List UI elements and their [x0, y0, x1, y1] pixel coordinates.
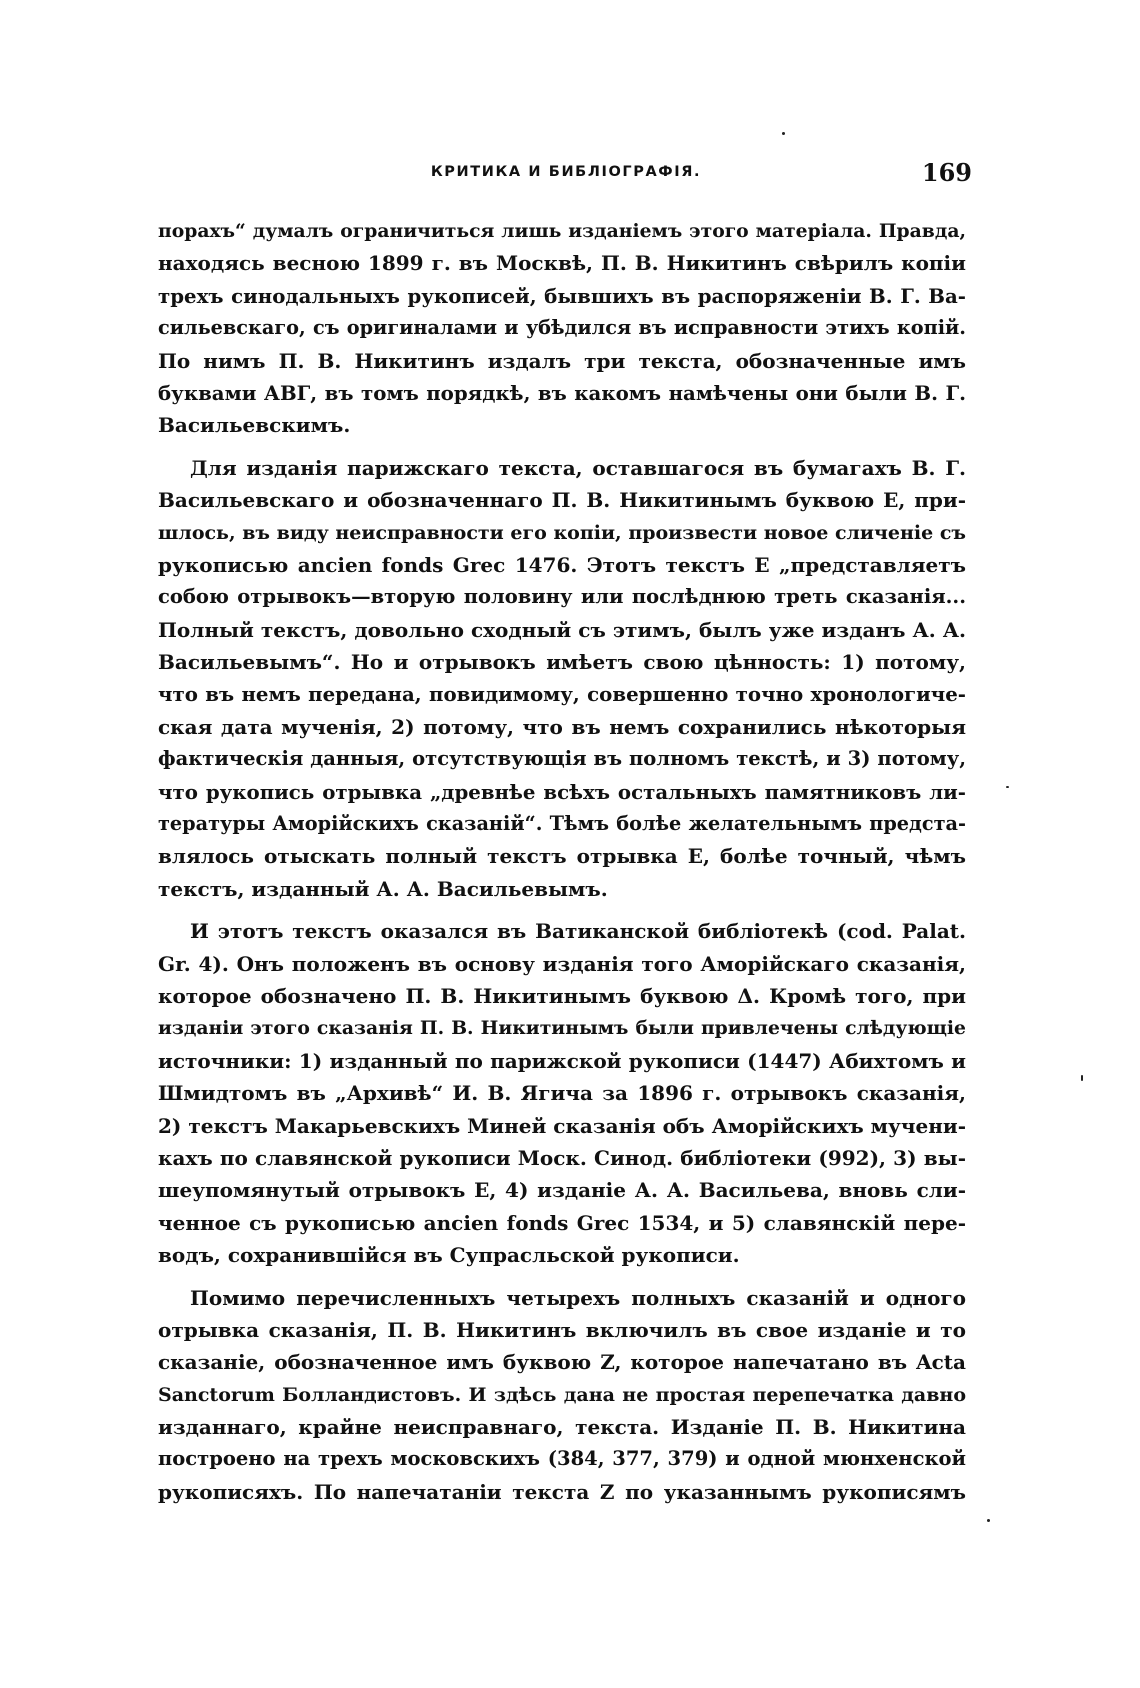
text-line: По нимъ П. В. Никитинъ издалъ три текста, обозначенные имъ — [158, 348, 966, 373]
text-line: находясь весною 1899 г. въ Москвѣ, П. В. Никитинъ свѣрилъ копіи — [158, 251, 966, 276]
text-line: которое обозначено П. В. Никитинымъ буквою Δ. Кромѣ того, при — [158, 983, 966, 1008]
text-line: сказаніе, обозначенное имъ буквою Z, которое напечатано въ Acta — [158, 1350, 966, 1375]
text-line: влялось отыскать полный текстъ отрывка Е, болѣе точный, чѣмъ — [158, 844, 966, 869]
text-line: ченное съ рукописью ancien fonds Grec 1534, и 5) славянскій пере- — [158, 1210, 966, 1235]
text-line: Помимо перечисленныхъ четырехъ полныхъ сказаній и одного — [190, 1285, 966, 1310]
page-header — [160, 158, 972, 198]
scan-speck-bottom — [987, 1519, 990, 1522]
paragraph — [158, 1282, 966, 1509]
text-line: Полный текстъ, довольно сходный съ этимъ, былъ уже изданъ А. А. — [158, 617, 966, 642]
text-line: изданіи этого сказанія П. В. Никитинымъ были привлечены слѣдующіе — [158, 1017, 966, 1040]
page-number: 169 — [921, 158, 972, 187]
text-line: Для изданія парижскаго текста, оставшагося въ бумагахъ В. Г. — [190, 455, 966, 480]
text-line: Sanctorum Болландистовъ. И здѣсь дана не простая перепечатка давно — [158, 1383, 966, 1406]
text-line: тературы Аморійскихъ сказаній“. Тѣмъ болѣе желательнымъ предста- — [158, 812, 966, 836]
text-line: построено на трехъ московскихъ (384, 377, 379) и одной мюнхенской — [158, 1447, 966, 1471]
paragraph-gap — [158, 442, 966, 452]
text-line: собою отрывокъ—вторую половину или послѣднюю треть сказанія... — [158, 585, 966, 609]
text-line: кахъ по славянской рукописи Моск. Синод. библіотеки (992), 3) вы- — [158, 1145, 966, 1170]
paragraph — [158, 915, 966, 1271]
text-line: водъ, сохранившійся въ Супрасльской рукописи. — [158, 1243, 740, 1268]
scan-speck-top — [782, 132, 785, 135]
text-line: Васильевскаго и обозначеннаго П. В. Никитинымъ буквою Е, при- — [158, 488, 966, 513]
paragraph-gap — [158, 1272, 966, 1282]
text-line: трехъ синодальныхъ рукописей, бывшихъ въ распоряженіи В. Г. Ва- — [158, 283, 966, 308]
text-line: сильевскаго, съ оригиналами и убѣдился въ исправности этихъ копій. — [158, 316, 966, 340]
text-line: что въ немъ передана, повидимому, совершенно точно хронологиче- — [158, 682, 966, 707]
text-line: И этотъ текстъ оказался въ Ватиканской библіотекѣ (cod. Palat. — [190, 919, 966, 944]
text-line: Васильевымъ“. Но и отрывокъ имѣетъ свою цѣнность: 1) потому, — [158, 650, 966, 675]
text-line: рукописяхъ. По напечатаніи текста Z по указаннымъ рукописямъ — [158, 1479, 966, 1504]
text-line: шлось, въ виду неисправности его копіи, произвести новое сличеніе съ — [158, 521, 966, 544]
text-line: ская дата мученія, 2) потому, что въ немъ сохранились нѣкоторыя — [158, 714, 966, 739]
text-line: изданнаго, крайне неисправнаго, текста. Изданіе П. В. Никитина — [158, 1415, 966, 1440]
text-line: рукописью ancien fonds Grec 1476. Этотъ текстъ Е „представляетъ — [158, 552, 966, 577]
text-line: Gr. 4). Онъ положенъ въ основу изданія того Аморійскаго сказанія, — [158, 951, 966, 976]
text-line: текстъ, изданный А. А. Васильевымъ. — [158, 876, 608, 901]
text-line: Васильевскимъ. — [158, 413, 351, 438]
text-line: фактическія данныя, отсутствующія въ полномъ текстѣ, и 3) потому, — [158, 747, 966, 771]
running-head: КРИТИКА И БИБЛІОГРАФІЯ. — [430, 164, 702, 180]
text-line: порахъ“ думалъ ограничиться лишь изданіемъ этого матеріала. Правда, — [158, 220, 966, 242]
text-line: Шмидтомъ въ „Архивѣ“ И. В. Ягича за 1896 г. отрывокъ сказанія, — [158, 1081, 966, 1106]
text-line: отрывка сказанія, П. В. Никитинъ включилъ въ свое изданіе и то — [158, 1317, 966, 1342]
scan-speck-margin — [1081, 1075, 1083, 1081]
paragraph-gap — [158, 905, 966, 915]
text-line: 2) текстъ Макарьевскихъ Миней сказанія объ Аморійскихъ мучени- — [158, 1113, 966, 1138]
paragraph — [158, 215, 966, 442]
text-line: шеупомянутый отрывокъ Е, 4) изданіе А. А. Васильева, вновь сли- — [158, 1178, 966, 1203]
scan-speck-right — [1006, 786, 1009, 788]
paragraph — [158, 452, 966, 905]
body-text — [158, 215, 966, 1508]
text-line: что рукопись отрывка „древнѣе всѣхъ остальныхъ памятниковъ ли- — [158, 779, 966, 804]
text-line: источники: 1) изданный по парижской рукописи (1447) Абихтомъ и — [158, 1048, 966, 1073]
text-line: буквами АВГ, въ томъ порядкѣ, въ какомъ намѣчены они были В. Г. — [158, 380, 966, 405]
